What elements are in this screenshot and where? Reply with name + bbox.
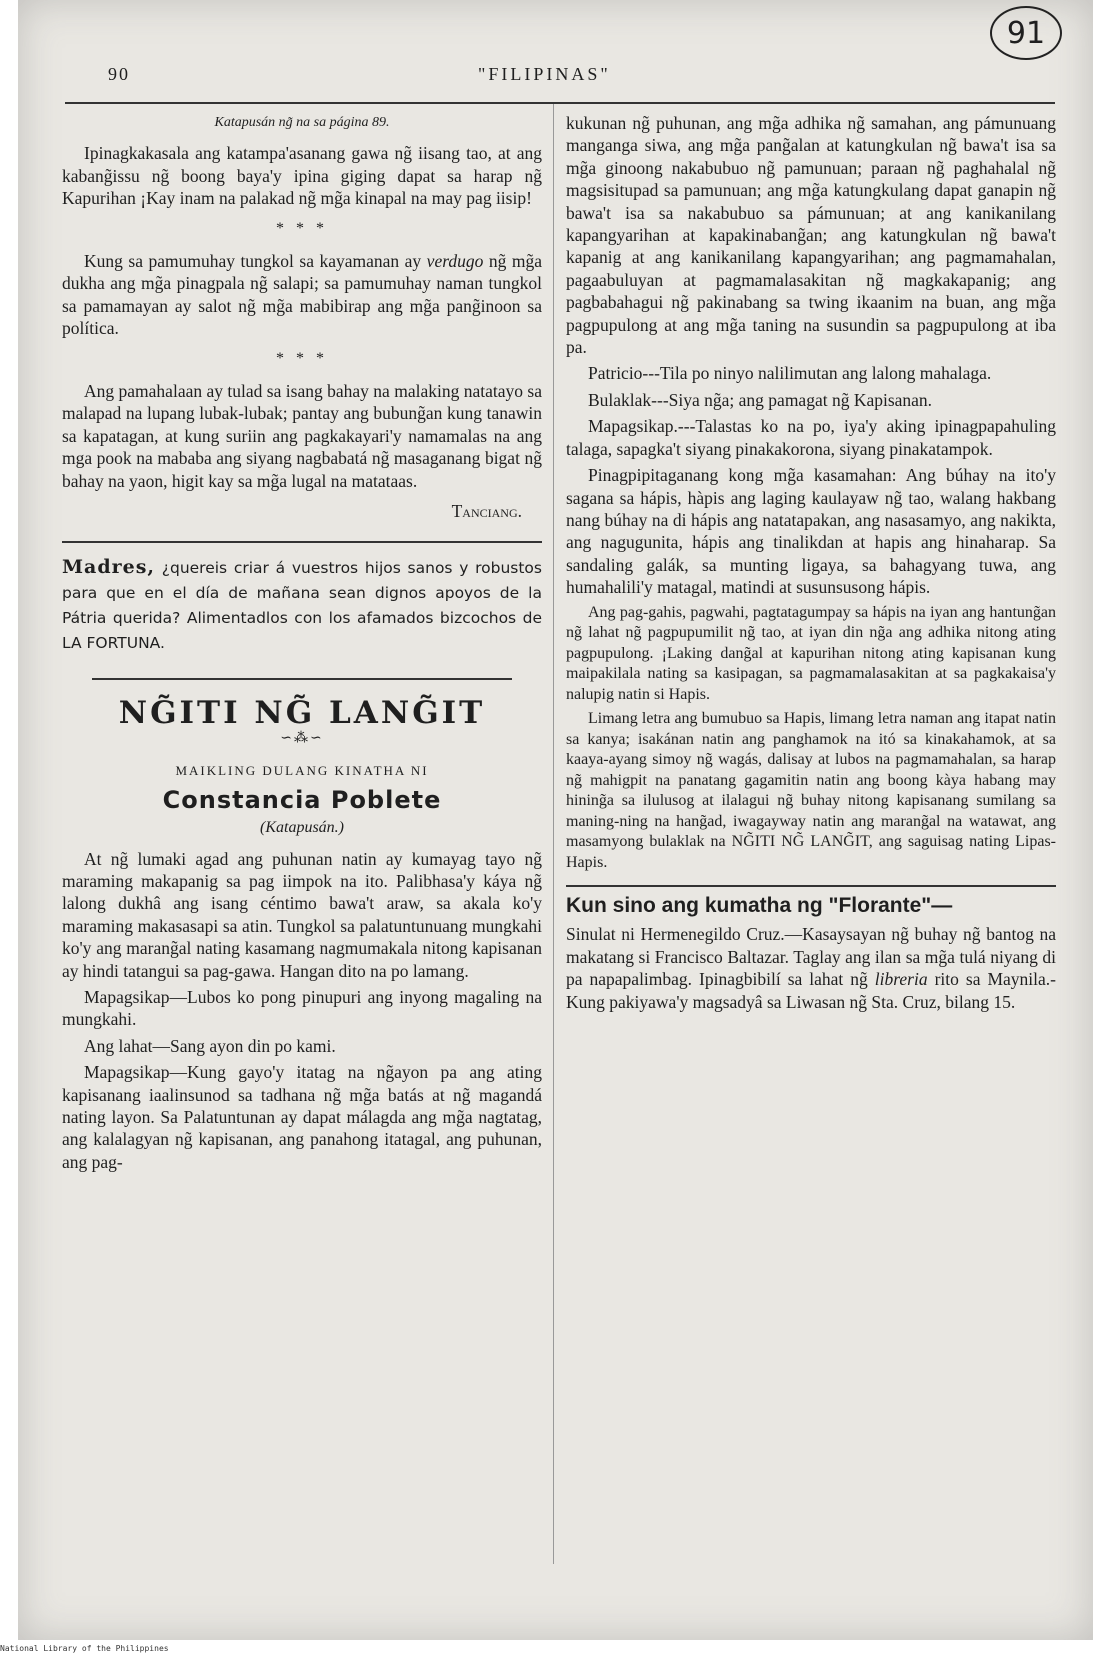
paragraph: At ng̃ lumaki agad ang puhunan natin ay kumayag tayo ng̃ maraming makapanig sa pag iimpok na ito. Palibhasa'y káya ng̃ lalong dukhâ ang isang céntimo bawa't araw, sa akala ko'y maraming makasasapi sa atin. Tungkol sa palatuntunuang mungkahi ko'y ang marang̃al nating kasamang nagmumakala nitong kapisanan ay hindi tatangui sa pag-gawa. Hangan dito na po lamang. (62, 848, 542, 981)
section-rule (566, 885, 1056, 887)
paragraph: Ang lahat—Sang ayon din po kami. (84, 1035, 336, 1056)
left-column (62, 112, 542, 1177)
page-mark-text: 91 (1006, 15, 1046, 51)
asterism: * * * (276, 219, 328, 237)
periodical-title: "FILIPINAS" (478, 64, 611, 84)
continued-note: Katapusán ng̃ na sa página 89. (214, 115, 390, 130)
paragraph: Mapagsikap—Lubos ko pong pinupuri ang inyong magaling na mungkahi. (62, 986, 542, 1030)
notice-text: Sinulat ni Hermenegildo Cruz.—Kasaysayan ng̃ buhay ng̃ bantog na makatang si Francisco Baltazar. Taglay ang ilan sa mg̃a tulá niyang di pa napapalimbag. Ipinagbibilí sa lahat ng̃ libreria rito sa Maynila.-Kung pakiyawa'y magsadyâ sa Liwasan ng̃ Sta. Cruz, bilang 15. (566, 924, 1057, 1012)
notice-title: Kun sino ang kumatha ng "Florante"— (566, 894, 953, 918)
paragraph: Kung sa pamumuhay tungkol sa kayamanan ay verdugo ng̃ mg̃a dukha ang mg̃a pinagpala ng̃ salapi; sa pamumuhay naman tungkol sa pamamayan ay salot ng̃ mg̃a mabibirap ang mg̃a pang̃inoon sa política. (62, 251, 542, 339)
section-rule (62, 541, 542, 543)
paragraph: Pinagpipitaganang kong mg̃a kasamahan: Ang búhay na ito'y sagana sa hápis, hàpis ang laging kaulayaw ng̃ tao, walang hakbang nang búhay na di hápis ang natatapakan, ang nasasamyo, ang nakikta, ang nagugunita, hápis ang tinalikdan at hapis ang hinaharap. Sa sandaling galák, sa munting ligaya, sa bahagyang tuwa, ang humahalili'y matagal, matindi at susunsusong hápis. (566, 465, 1056, 598)
signature: Tanciang. (451, 501, 522, 522)
footer-credit: National Library of the Philippines (0, 1644, 169, 1653)
paragraph: Mapagsikap—Kung gayo'y itatag na ng̃ayon pa ang ating kapisanang iaalinsunod sa tadhana ng̃ mg̃a batás at ng̃ magandá nating layon. Sa Palatuntunan ay dapat málagda ang mg̃a nagtatag, ang kalalagyan ng̃ kapisanan, ang panahong itatagal, ang puhunan, ang pag- (62, 1062, 542, 1172)
running-header (108, 64, 1048, 90)
right-column (566, 112, 1056, 1017)
play-author: Constancia Poblete (162, 785, 442, 814)
paragraph: Patricio---Tila po ninyo nalilimutan ang lalong mahalaga. (588, 363, 992, 384)
paragraph: Ang pag-gahis, pagwahi, pagtatagumpay sa hápis na iyan ang hantung̃an ng̃ lahat ng̃ pagpupumilit ng̃ tao, at iyan din ng̃a ang adhika nitong ating pagpupulong. ¡Laking dang̃al at kapurihan nitong ating kapisanan kung maipakilala nating sa kasipagan, sa pagmamalasakitan at sa pagkakaisa'y nalupig natin si Hapis. (566, 603, 1056, 703)
header-rule (65, 102, 1055, 104)
column-divider (553, 104, 554, 1564)
handwritten-page-mark (990, 6, 1062, 60)
paragraph: Mapagsikap.---Talastas ko na po, iya'y aking ipinagpapahuling talaga, sapagka't siyang pinakakorona, siyang pinakatampok. (566, 416, 1056, 459)
paragraph: Limang letra ang bumubuo sa Hapis, limang letra naman ang itapat natin sa kanya; isakánan natin ang panghamok na itó sa kinakahamok, at sa kaaya-ayang simoy ng̃ wagás, dalisay at lubos na pagmamahalan, sa harap ng̃ mahigpit na panatang gagamitin natin ang boong kàya habang may hining̃a sa ilulusog at ilalagui ng̃ buhay nitong kapisanang sumilang sa maning-ning na hang̃ad, iwagayway natin ang marang̃al na watawat, ang masamyong bulaklak na NG̃ITI NG̃ LANG̃IT, ang saguisag nating Lipas-Hapis. (566, 710, 1056, 871)
play-status: (Katapusán.) (260, 819, 344, 837)
paragraph: Bulaklak---Siya ng̃a; ang pamagat ng̃ Kapisanan. (588, 389, 933, 410)
paragraph: kukunan ng̃ puhunan, ang mg̃a adhika ng̃ samahan, ang pámunuang manganga siwa, ang mg̃a pang̃alan at katungkulan ng̃ bawa't isa sa mg̃a ginoong nakabubuo ng̃ pamunuan; paraan ng̃ paghahalal ng̃ magsisitupad sa pamunuan; ang mg̃a katungkulang dapat ganapin ng̃ bawa't isa sa nakabubuo sa pámunuan; at ang kanikanilang kapangyarihan at kapakinabang̃an; ang katungkulan ng̃ bawa't kapanig at ang kanikanilang kapangyarihan; ang pagmamahalan, pagaabuluyan at pagmamalasakitan ng̃ magkakapanig; ang pagbabahagui ng̃ pakinabang sa twing ikaanim na buan, ang mg̃a pagpupulong at ang mg̃a taning na susundin sa pagpupulong at iba pa. (566, 113, 1056, 358)
paragraph: Ipinagkakasala ang katampa'asanang gawa ng̃ iisang tao, at ang kabang̃issu ng̃ boong baya'y ipina giging dapat sa harap ng̃ Kapurihan ¡Kay inam na palakad ng̃ mg̃a kinapal na may pag iisip! (62, 143, 542, 209)
section-rule (92, 678, 512, 680)
advertisement: Madres, ¿quereis criar á vuestros hijos sanos y robustos para que en el día de mañana sean dignos apoyos de la Pátria querida? Alimentadlos con los afamados bizcochos de LA FORTUNA. (62, 555, 542, 652)
play-subtitle: MAIKLING DULANG KINATHA NI (175, 763, 429, 779)
ornament: ∽⁂∽ (280, 730, 324, 746)
play-title: NG̃ITI NG̃ LANG̃IT (118, 694, 486, 731)
asterism: * * * (276, 349, 328, 367)
paragraph: Ang pamahalaan ay tulad sa isang bahay na malaking natatayo sa malapad na lupang lubak-lubak; pantay ang bubung̃an kung tanawin sa kapatagan, at kung suriin ang pagkakayari'y namamalas na ang mga pook na mababa ang siyang nagbabatá ng̃ masaganang bigat ng̃ bahay na yaon, higit kay sa mg̃a lugal na matataas. (62, 381, 542, 491)
page-number: 90 (108, 64, 130, 84)
